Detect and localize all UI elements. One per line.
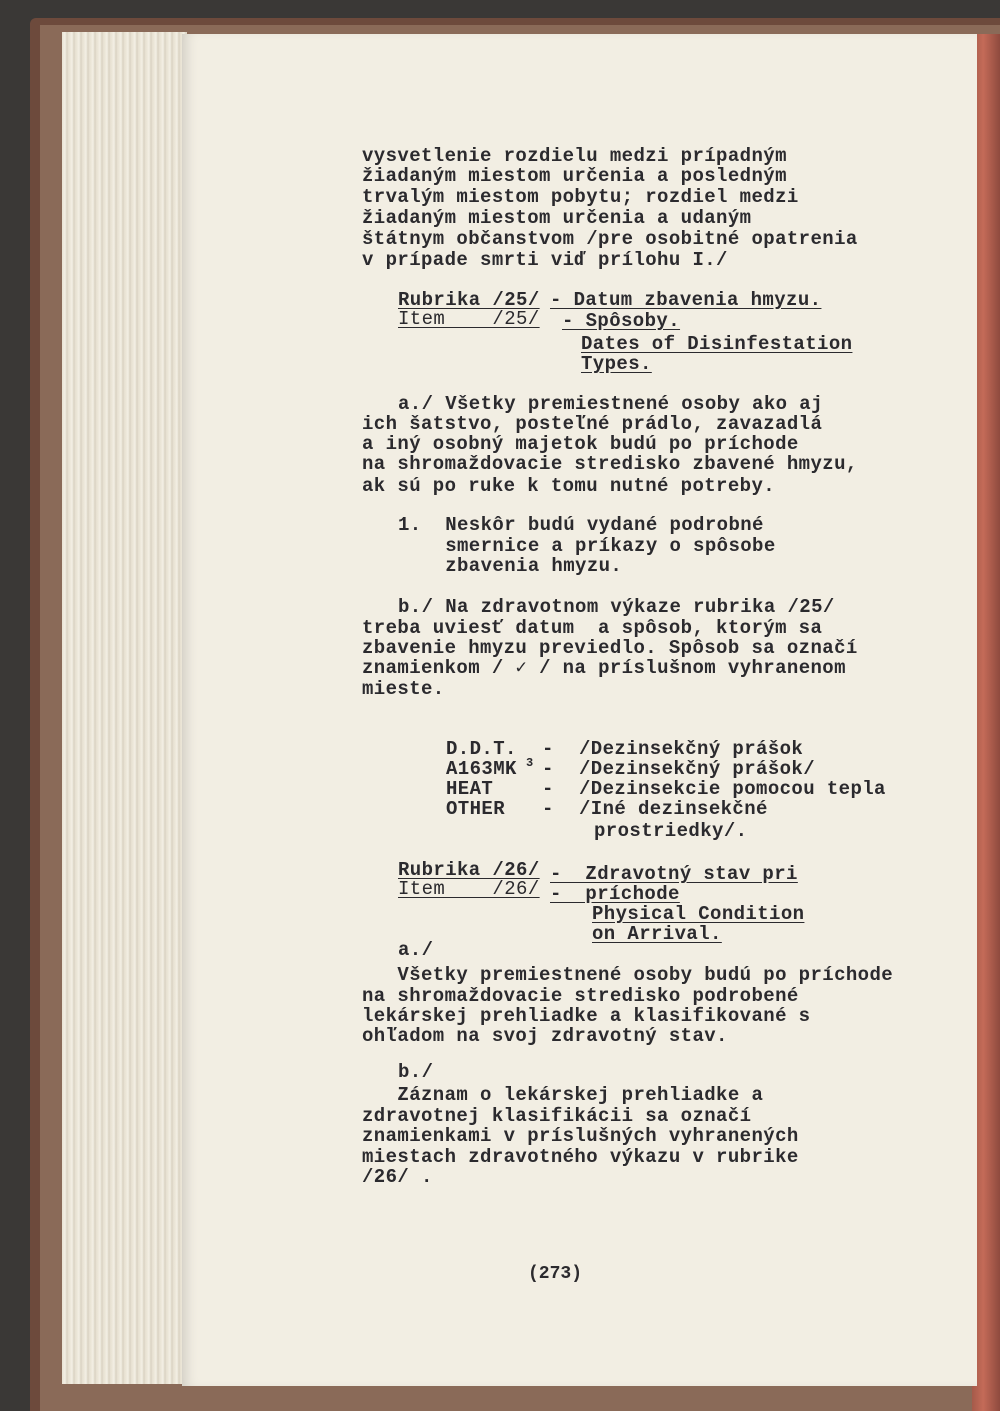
- para-line: ak sú po ruke k tomu nutné potreby.: [362, 475, 776, 497]
- intro-line: trvalým miestom pobytu; rozdiel medzi: [362, 186, 799, 208]
- para-line: Všetky premiestnené osoby budú po príchode: [362, 964, 894, 986]
- para-line: a./ Všetky premiestnené osoby ako aj: [398, 393, 823, 415]
- item-line: smernice a príkazy o spôsobe: [398, 535, 776, 557]
- para-line: ich šatstvo, posteľné prádlo, zavazadlá: [362, 413, 823, 435]
- method-desc: /Dezinsekčný prášok: [579, 738, 804, 760]
- para-line: mieste.: [362, 678, 445, 700]
- method-code: D.D.T.: [446, 738, 517, 760]
- rubrika-25-english: Dates of Disinfestation: [581, 333, 853, 355]
- method-desc: /Iné dezinsekčné: [579, 798, 768, 820]
- para-line: miestach zdravotného výkazu v rubrike: [362, 1146, 799, 1168]
- item-line: 1. Neskôr budú vydané podrobné: [398, 514, 764, 536]
- para-line: zdravotnej klasifikácii sa označí: [362, 1105, 752, 1127]
- rubrika-25-title: - Datum zbavenia hmyzu.: [550, 289, 822, 311]
- rubrika-26-title: - Zdravotný stav pri: [550, 863, 798, 885]
- para-line: na shromaždovacie stredisko zbavené hmyzu,: [362, 453, 858, 475]
- method-code: A163MK: [446, 758, 517, 780]
- rubrika-25-english-2: Types.: [581, 353, 652, 375]
- method-code: OTHER: [446, 798, 506, 820]
- method-dash: -: [542, 758, 554, 780]
- method-dash: -: [542, 778, 554, 800]
- para-line: /26/ .: [362, 1166, 433, 1188]
- method-desc: /Dezinsekčný prášok/: [579, 758, 816, 780]
- item-line: zbavenia hmyzu.: [398, 555, 623, 577]
- intro-line: vysvetlenie rozdielu medzi prípadným: [362, 145, 787, 167]
- rubrika-25-subtitle: - Spôsoby.: [562, 310, 681, 332]
- para-line: ohľadom na svoj zdravotný stav.: [362, 1025, 728, 1047]
- intro-line: žiadaným miestom určenia a posledným: [362, 165, 787, 187]
- item-26-label: Item /26/: [398, 878, 540, 900]
- rubrika-26-subtitle: - príchode: [550, 883, 680, 905]
- para-label: a./: [398, 939, 434, 961]
- para-line: na shromaždovacie stredisko podrobené: [362, 985, 799, 1007]
- method-dash: -: [542, 798, 554, 820]
- intro-line: štátnym občanstvom /pre osobitné opatrenia: [362, 228, 858, 250]
- method-code: HEAT: [446, 778, 494, 800]
- intro-line: v prípade smrti viď prílohu I./: [362, 249, 728, 271]
- rubrika-26-english: Physical Condition: [592, 903, 805, 925]
- para-label: b./: [398, 1061, 434, 1083]
- superscript: 3: [526, 756, 534, 770]
- rubrika-25-label: Rubrika /25/: [398, 289, 540, 311]
- para-line: b./ Na zdravotnom výkaze rubrika /25/: [398, 596, 835, 618]
- para-line: Záznam o lekárskej prehliadke a: [362, 1084, 764, 1106]
- para-line: treba uviesť datum a spôsob, ktorým sa: [362, 617, 823, 639]
- para-line: znamienkom / ✓ / na príslušnom vyhranenom: [362, 657, 846, 679]
- intro-line: žiadaným miestom určenia a udaným: [362, 207, 752, 229]
- page-number: (273): [528, 1264, 583, 1284]
- rubrika-26-english-2: on Arrival.: [592, 923, 722, 945]
- para-line: znamienkami v príslušných vyhranených: [362, 1125, 799, 1147]
- page-edges: [62, 32, 187, 1384]
- para-line: lekárskej prehliadke a klasifikované s: [362, 1005, 811, 1027]
- para-line: a iný osobný majetok budú po príchode: [362, 433, 799, 455]
- item-25-label: Item /25/: [398, 308, 540, 330]
- method-desc: /Dezinsekcie pomocou tepla: [579, 778, 886, 800]
- method-desc-cont: prostriedky/.: [594, 820, 748, 842]
- para-line: zbavenie hmyzu previedlo. Spôsob sa označí: [362, 637, 858, 659]
- rubrika-26-label: Rubrika /26/: [398, 859, 540, 881]
- method-dash: -: [542, 738, 554, 760]
